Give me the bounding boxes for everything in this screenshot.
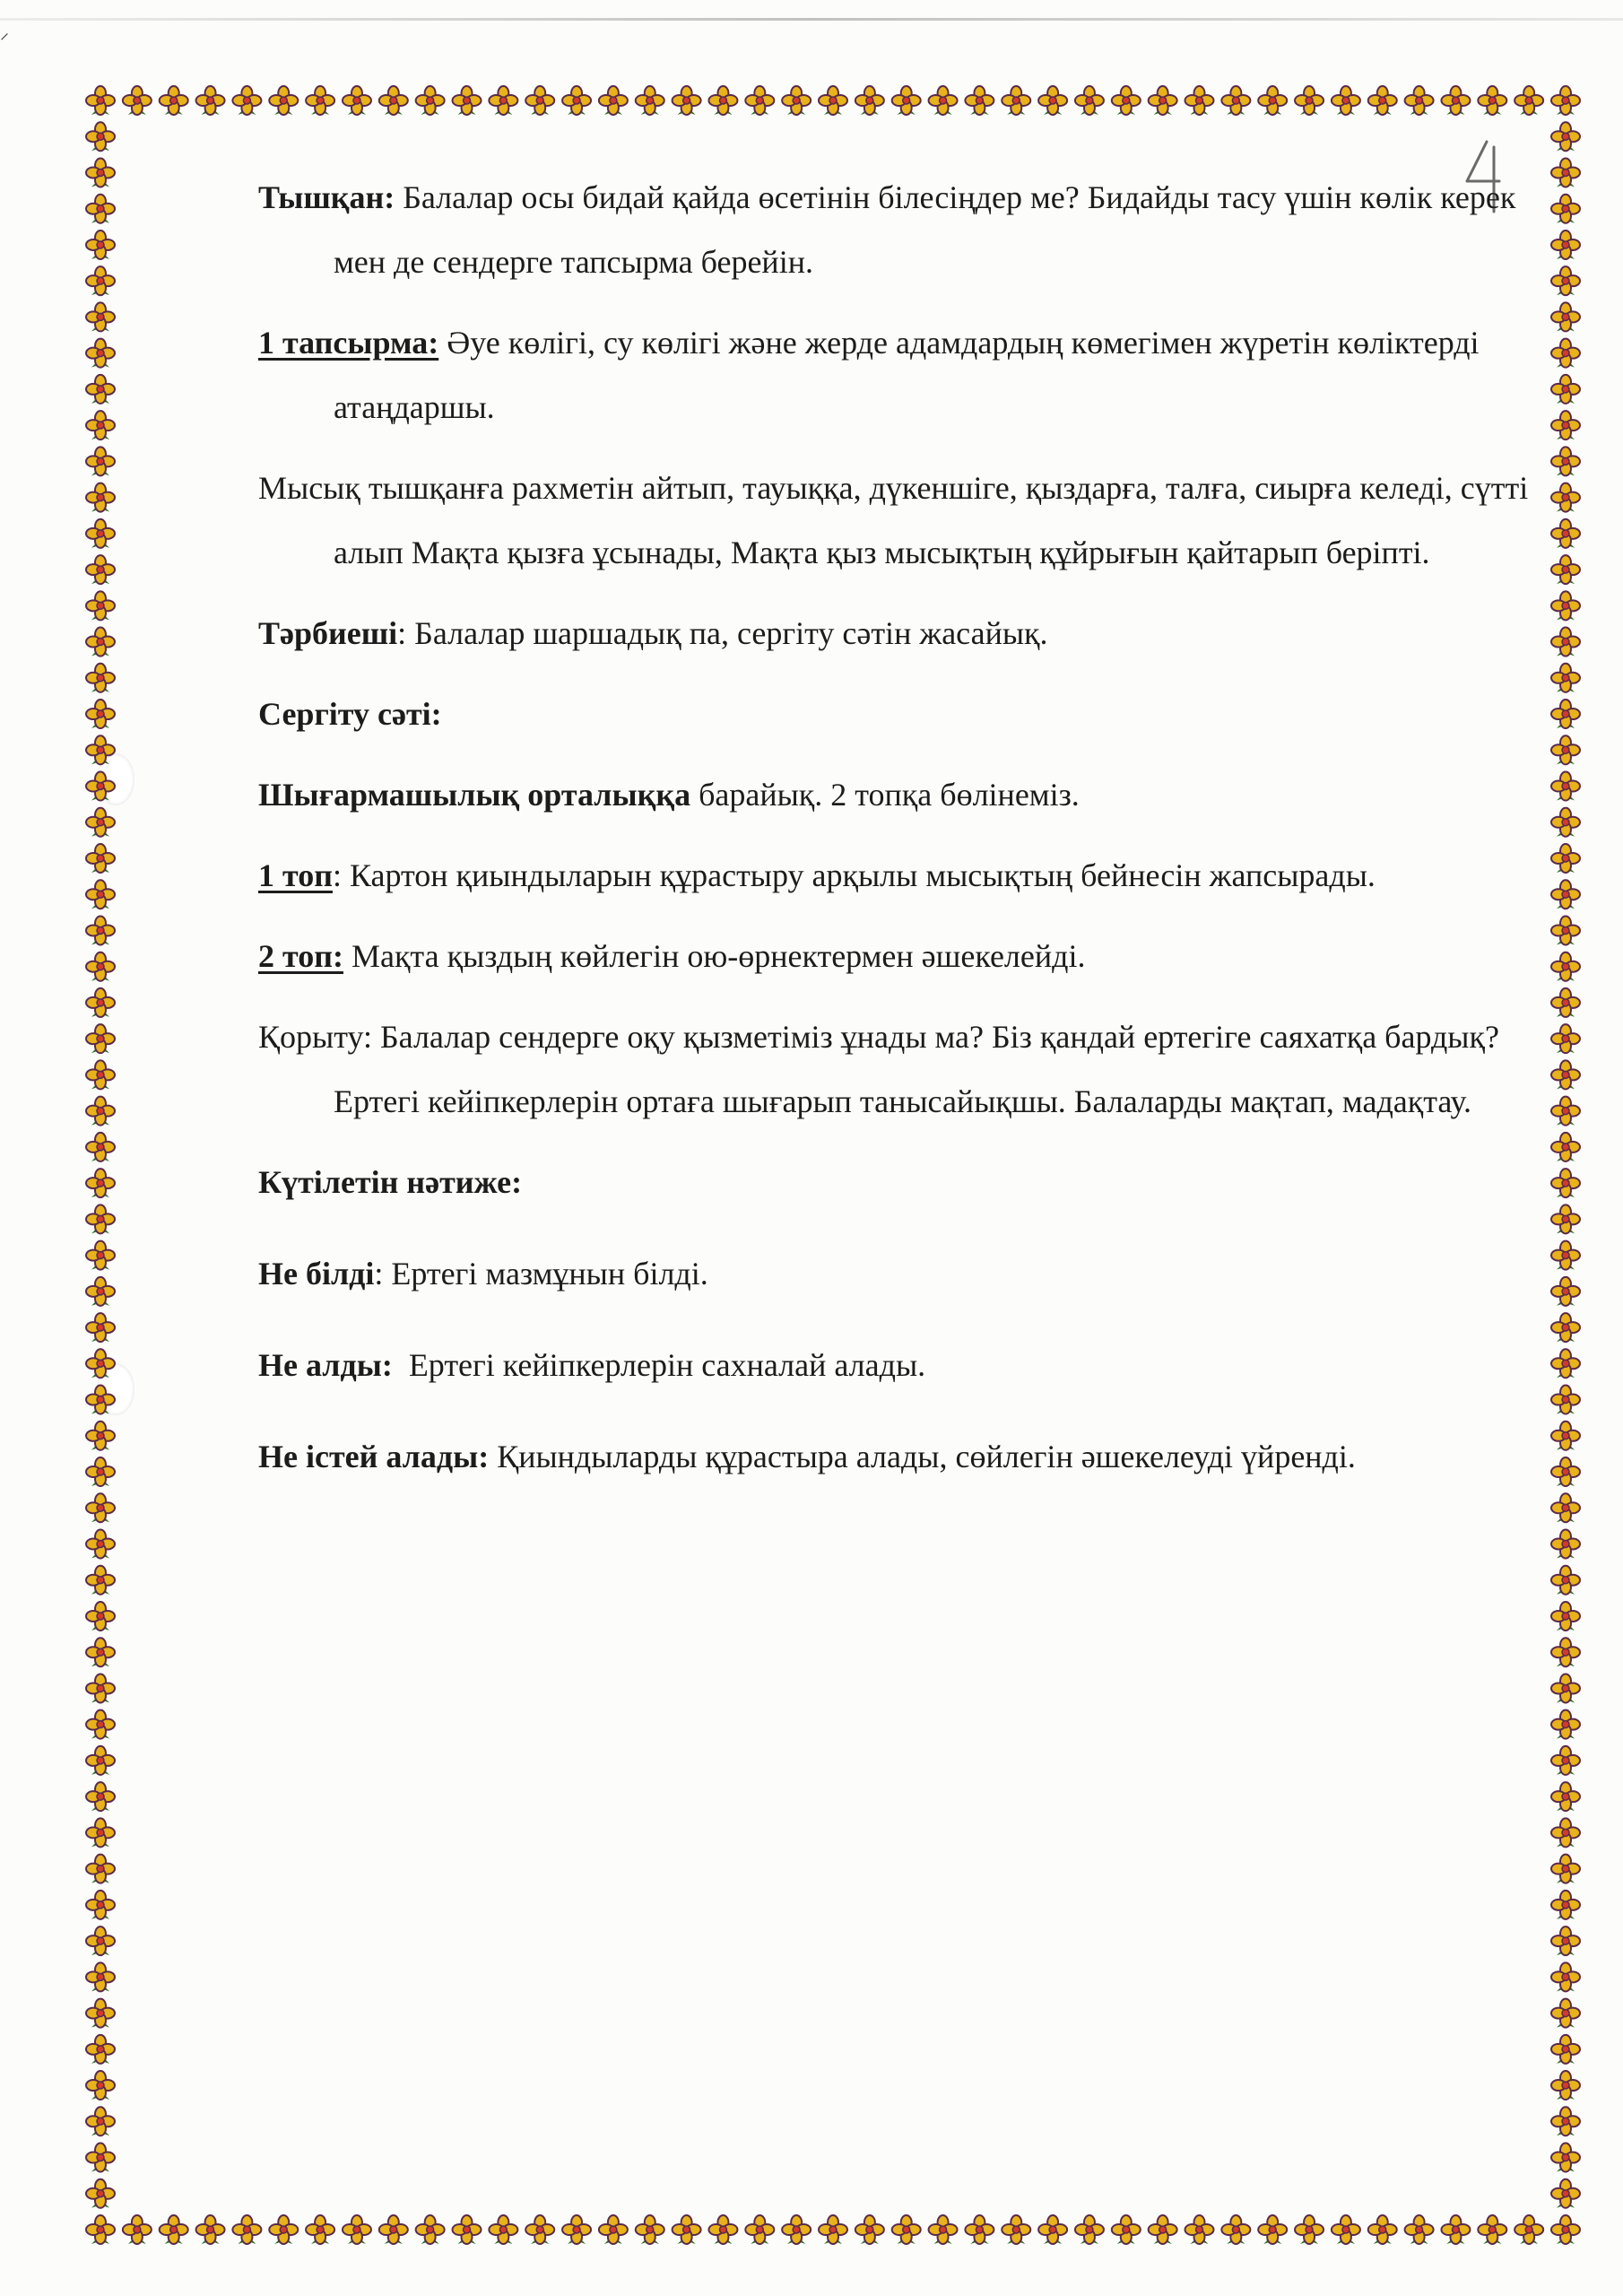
flower-icon (160, 2215, 188, 2244)
flower-icon (1551, 555, 1580, 584)
flower-icon (1551, 988, 1580, 1017)
flower-icon (1478, 2215, 1506, 2244)
flower-icon (782, 86, 811, 115)
flower-icon (673, 86, 701, 115)
flower-icon (379, 86, 408, 115)
flower-icon (1221, 86, 1250, 115)
flower-icon (1551, 339, 1580, 368)
flower-icon (1551, 1782, 1580, 1811)
paragraph-text: Мақта қыздың көйлегін ою-өрнектермен әшекелейді. (343, 938, 1086, 974)
flower-icon (1551, 447, 1580, 475)
paragraph-text: : Балалар шаршадық па, сергіту сәтін жасайық. (397, 615, 1048, 651)
flower-icon (1551, 519, 1580, 548)
flower-icon (269, 86, 298, 115)
flower-icon (855, 2215, 884, 2244)
flower-icon (196, 86, 225, 115)
flower-icon (196, 2215, 225, 2244)
flower-icon (86, 122, 115, 151)
paragraph-text: Мысық тышқанға рахметін айтып, тауыққа, дүкеншіге, қыздарға, талға, сиырға келеді, сүтті алып Мақта қызға ұсынады, Мақта қыз мысықтың құйрығын қайтарып беріпті. (258, 470, 1529, 570)
flower-icon (1038, 86, 1067, 115)
flower-icon (86, 195, 115, 223)
paragraph-text: : Ертегі мазмұнын білді. (374, 1256, 708, 1292)
flower-icon (1551, 1133, 1580, 1161)
flower-icon (1002, 2215, 1030, 2244)
punch-hole (97, 753, 135, 805)
paragraph-group-1 (258, 843, 1532, 908)
flower-icon (1368, 86, 1397, 115)
flower-icon (86, 664, 115, 692)
flower-icon (86, 2215, 115, 2244)
section-label: Күтілетін нәтиже: (258, 1164, 523, 1200)
flower-icon (1551, 1493, 1580, 1522)
flower-icon (86, 880, 115, 909)
flower-icon (86, 1097, 115, 1126)
scan-edge (0, 18, 1623, 21)
flower-icon (929, 2215, 958, 2244)
flower-icon (86, 1710, 115, 1739)
flower-icon (1551, 266, 1580, 295)
flower-icon (1551, 664, 1580, 692)
flower-icon (86, 1205, 115, 1233)
flower-icon (123, 86, 152, 115)
flower-icon (855, 86, 884, 115)
flower-icon (1112, 2215, 1141, 2244)
paragraph-text: Әуе көлігі, су көлігі және жерде адамдардың көмегімен жүретін көліктерді атаңдаршы. (334, 325, 1480, 425)
flower-icon (86, 339, 115, 368)
flower-icon (489, 2215, 517, 2244)
flower-icon (819, 2215, 847, 2244)
flower-icon (489, 86, 517, 115)
flower-icon (86, 1241, 115, 1270)
paragraph-text: Ертегі кейіпкерлерін сахналай алады. (392, 1347, 926, 1383)
flower-icon (86, 2035, 115, 2064)
flower-icon (673, 2215, 701, 2244)
punch-hole (97, 1363, 135, 1415)
section-label: Шығармашылық орталыққа (258, 777, 691, 813)
flower-icon (86, 1746, 115, 1775)
flower-icon (1002, 86, 1030, 115)
flower-icon (86, 988, 115, 1017)
flower-icon (86, 375, 115, 404)
flower-icon (1551, 1205, 1580, 1233)
flower-icon (525, 2215, 554, 2244)
result-label: Не білді (258, 1256, 375, 1292)
task-label: 1 тапсырма: (258, 325, 439, 361)
flower-icon (1295, 2215, 1324, 2244)
flower-icon (1551, 1097, 1580, 1126)
flower-icon (965, 2215, 994, 2244)
flower-icon (1551, 86, 1580, 115)
flower-icon (306, 2215, 334, 2244)
paragraph-text: Қорыту: Балалар сендерге оқу қызметіміз ұнады ма? Біз қандай ертегіге саяхатқа бардық? Ертегі кейіпкерлерін ортаға шығарып танысайықшы. Балаларды мақтап, мадақтау. (258, 1019, 1499, 1119)
flower-icon (745, 2215, 774, 2244)
flower-icon (1551, 2215, 1580, 2244)
flower-icon (86, 844, 115, 873)
flower-icon (86, 591, 115, 620)
flower-icon (562, 86, 591, 115)
flower-icon (708, 2215, 737, 2244)
flower-icon (1551, 1962, 1580, 1991)
flower-icon (636, 2215, 664, 2244)
paragraph-mouse (258, 165, 1532, 294)
flower-icon (86, 1024, 115, 1053)
result-label: Не істей алады: (258, 1439, 490, 1474)
result-label: Не алды: (258, 1347, 393, 1383)
flower-icon (416, 86, 445, 115)
flower-icon (86, 1422, 115, 1450)
flower-icon (86, 1638, 115, 1666)
flower-icon (86, 2071, 115, 2100)
flower-icon (416, 2215, 445, 2244)
flower-icon (123, 2215, 152, 2244)
flower-icon (562, 2215, 591, 2244)
paragraph-group-2 (258, 924, 1532, 988)
flower-icon (782, 2215, 811, 2244)
flower-icon (1441, 2215, 1470, 2244)
flower-icon (86, 916, 115, 944)
flower-icon (599, 2215, 628, 2244)
flower-icon (1551, 1386, 1580, 1414)
flower-icon (1551, 1674, 1580, 1702)
paragraph-text: Балалар осы бидай қайда өсетінін білесіңдер ме? Бидайды тасу үшін көлік керек мен де сендерге тапсырма берейін. (334, 179, 1516, 280)
paragraph-gained (258, 1333, 1532, 1397)
paragraph-conclusion (258, 1004, 1532, 1134)
flower-icon (1551, 2107, 1580, 2135)
flower-icon (1478, 86, 1506, 115)
flower-icon (1551, 1602, 1580, 1631)
flower-icon (86, 447, 115, 475)
flower-icon (86, 700, 115, 728)
paragraph-text: : Картон қиындыларын құрастыру арқылы мысықтың бейнесін жапсырады. (332, 857, 1376, 893)
flower-icon (1441, 86, 1470, 115)
flower-icon (525, 86, 554, 115)
flower-icon (232, 2215, 261, 2244)
flower-icon (1551, 1746, 1580, 1775)
flower-icon (86, 1962, 115, 1991)
flower-icon (819, 86, 847, 115)
flower-icon (1258, 2215, 1287, 2244)
flower-icon (1551, 1818, 1580, 1847)
flower-icon (1515, 86, 1543, 115)
flower-icon (86, 230, 115, 259)
group-label: 1 топ (258, 857, 333, 893)
flower-icon (86, 555, 115, 584)
flower-icon (1551, 1422, 1580, 1450)
flower-icon (343, 86, 371, 115)
flower-icon (1551, 2144, 1580, 2172)
flower-icon (1551, 952, 1580, 981)
group-label: 2 топ: (258, 938, 343, 974)
flower-icon (1332, 86, 1360, 115)
flower-icon (1368, 2215, 1397, 2244)
flower-icon (1551, 1313, 1580, 1342)
flower-icon (86, 2107, 115, 2135)
flower-icon (1551, 2179, 1580, 2208)
flower-icon (929, 86, 958, 115)
flower-icon (86, 1277, 115, 1306)
flower-icon (453, 2215, 482, 2244)
flower-icon (1551, 772, 1580, 801)
flower-icon (86, 1169, 115, 1197)
paragraph-warmup (258, 682, 1532, 746)
flower-icon (306, 86, 334, 115)
flower-icon (86, 519, 115, 548)
flower-icon (1405, 2215, 1434, 2244)
paragraph-text: Қиындыларды құрастыра алады, сөйлегін әшекелеуді үйренді. (489, 1439, 1356, 1474)
flower-icon (1405, 86, 1434, 115)
flower-icon (343, 2215, 371, 2244)
paragraph-text: барайық. 2 топқа бөлінеміз. (690, 777, 1080, 813)
speaker-label: Тышқан: (258, 179, 395, 215)
section-label: Сергіту сәті: (258, 696, 442, 732)
flower-icon (1258, 86, 1287, 115)
document-body (258, 165, 1532, 1489)
flower-icon (86, 628, 115, 657)
flower-icon (86, 411, 115, 439)
flower-icon (1551, 122, 1580, 151)
flower-icon (1551, 1241, 1580, 1270)
flower-icon (453, 86, 482, 115)
flower-icon (1551, 158, 1580, 187)
flower-icon (1551, 1999, 1580, 2028)
flower-icon (1551, 1710, 1580, 1739)
flower-icon (86, 1133, 115, 1161)
flower-icon (86, 808, 115, 837)
flower-icon (1551, 2071, 1580, 2100)
flower-icon (1112, 86, 1141, 115)
flower-icon (1551, 1855, 1580, 1883)
flower-icon (86, 1457, 115, 1486)
flower-icon (1551, 628, 1580, 657)
flower-icon (1551, 230, 1580, 259)
paragraph-expected-result (258, 1150, 1532, 1214)
flower-icon (1551, 1024, 1580, 1053)
flower-icon (1551, 1638, 1580, 1666)
flower-icon (86, 302, 115, 331)
flower-icon (86, 2144, 115, 2172)
flower-icon (1551, 483, 1580, 512)
flower-icon (1075, 2215, 1104, 2244)
flower-icon (1185, 86, 1214, 115)
flower-icon (269, 2215, 298, 2244)
flower-icon (86, 1493, 115, 1522)
flower-icon (636, 86, 664, 115)
flower-icon (1551, 302, 1580, 331)
flower-icon (1551, 1891, 1580, 1919)
flower-icon (1149, 2215, 1177, 2244)
flower-icon (1551, 591, 1580, 620)
flower-icon (86, 86, 115, 115)
speaker-label: Тәрбиеші (258, 615, 398, 651)
flower-icon (1551, 880, 1580, 909)
flower-icon (86, 952, 115, 981)
flower-icon (1551, 700, 1580, 728)
flower-icon (1221, 2215, 1250, 2244)
flower-icon (1551, 1529, 1580, 1558)
flower-icon (1551, 2035, 1580, 2064)
flower-icon (1551, 1566, 1580, 1595)
flower-icon (86, 483, 115, 512)
flower-icon (86, 158, 115, 187)
flower-icon (965, 86, 994, 115)
flower-icon (1551, 1169, 1580, 1197)
paragraph-cat (258, 456, 1532, 585)
flower-icon (86, 1602, 115, 1631)
flower-icon (1551, 808, 1580, 837)
flower-icon (86, 1566, 115, 1595)
flower-icon (1551, 735, 1580, 764)
flower-icon (1515, 2215, 1543, 2244)
flower-icon (86, 1782, 115, 1811)
flower-icon (1075, 86, 1104, 115)
flower-icon (1551, 1060, 1580, 1089)
flower-icon (86, 1060, 115, 1089)
flower-icon (86, 1313, 115, 1342)
flower-icon (86, 1674, 115, 1702)
flower-icon (1185, 2215, 1214, 2244)
flower-icon (86, 2179, 115, 2208)
scan-mark: ⸝ (0, 23, 9, 43)
paragraph-knew (258, 1241, 1532, 1306)
flower-icon (892, 2215, 921, 2244)
flower-icon (86, 1529, 115, 1558)
flower-icon (708, 86, 737, 115)
flower-icon (86, 266, 115, 295)
flower-icon (1038, 2215, 1067, 2244)
flower-icon (86, 1999, 115, 2028)
flower-icon (1551, 1457, 1580, 1486)
flower-icon (86, 1891, 115, 1919)
flower-icon (1332, 2215, 1360, 2244)
flower-icon (86, 1855, 115, 1883)
flower-icon (379, 2215, 408, 2244)
flower-icon (86, 1818, 115, 1847)
flower-icon (86, 1926, 115, 1955)
flower-icon (1551, 411, 1580, 439)
flower-icon (1551, 1926, 1580, 1955)
paragraph-teacher (258, 601, 1532, 665)
flower-icon (1551, 1349, 1580, 1378)
flower-icon (1551, 195, 1580, 223)
flower-icon (892, 86, 921, 115)
flower-icon (1149, 86, 1177, 115)
flower-icon (745, 86, 774, 115)
flower-icon (1295, 86, 1324, 115)
flower-icon (160, 86, 188, 115)
flower-icon (1551, 844, 1580, 873)
paragraph-task-1 (258, 310, 1532, 439)
paragraph-can-do (258, 1424, 1532, 1489)
flower-icon (1551, 916, 1580, 944)
flower-icon (1551, 1277, 1580, 1306)
flower-icon (599, 86, 628, 115)
paragraph-creative-center (258, 762, 1532, 827)
flower-icon (232, 86, 261, 115)
flower-icon (1551, 375, 1580, 404)
